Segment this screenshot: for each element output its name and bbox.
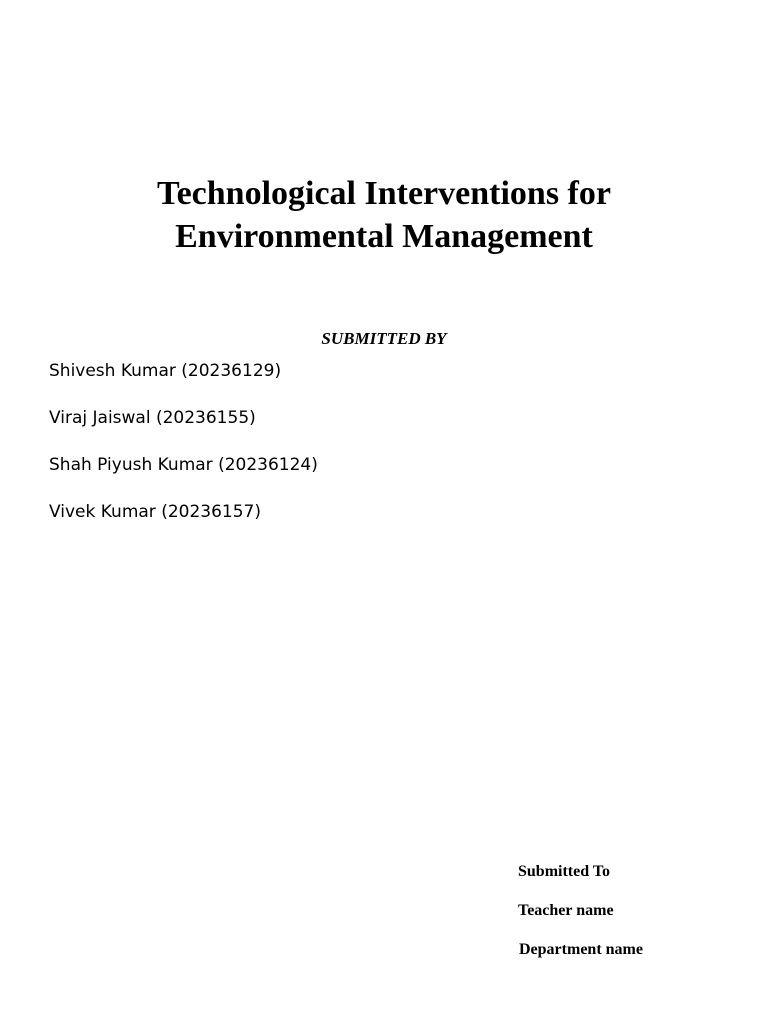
member-list xyxy=(49,360,318,548)
member-item: Viraj Jaiswal (20236155) xyxy=(49,408,256,428)
title-line-2: Environmental Management xyxy=(175,218,593,255)
member-item: Shah Piyush Kumar (20236124) xyxy=(49,455,318,475)
title-line-1: Technological Interventions for xyxy=(157,175,611,212)
teacher-name: Teacher name xyxy=(518,902,614,919)
submitted-to-heading: Submitted To xyxy=(518,863,611,880)
member-item: Vivek Kumar (20236157) xyxy=(49,502,261,522)
department-name: Department name xyxy=(519,941,643,958)
submitted-to-block xyxy=(518,862,643,979)
document-title xyxy=(0,172,768,258)
member-item: Shivesh Kumar (20236129) xyxy=(49,361,282,381)
submitted-by-heading: SUBMITTED BY xyxy=(321,329,447,348)
